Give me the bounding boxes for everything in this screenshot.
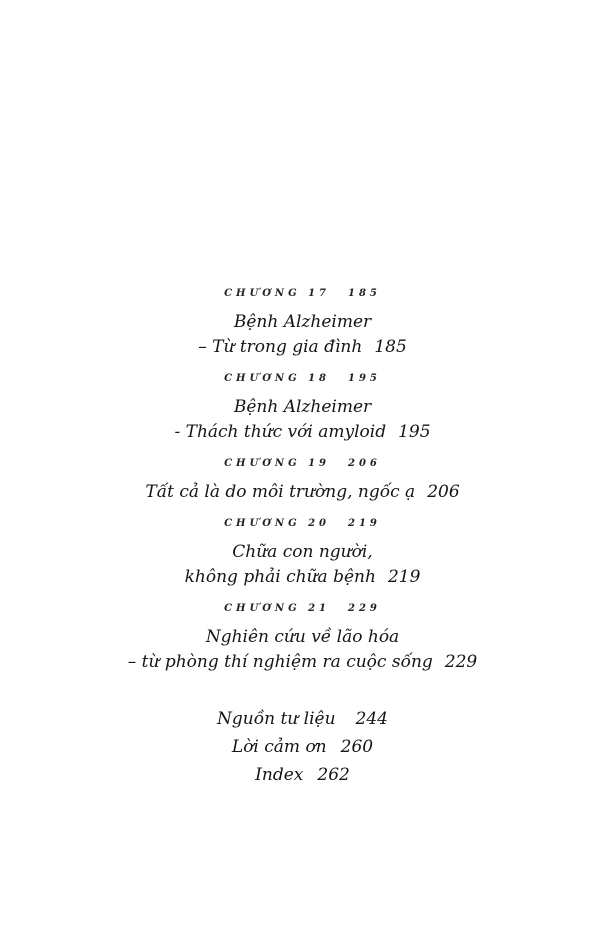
toc-backmatter — [0, 705, 605, 789]
backmatter-title: Nguồn tư liệu — [217, 709, 336, 729]
toc-chapter-20 — [0, 517, 605, 590]
chapter-label-page: 229 — [348, 603, 381, 614]
backmatter-item-sources — [0, 705, 605, 733]
table-of-contents — [0, 287, 605, 789]
chapter-page-number: 206 — [427, 482, 460, 502]
chapter-title-line: Bệnh Alzheimer — [233, 312, 372, 332]
toc-chapter-18 — [0, 372, 605, 445]
chapter-title — [0, 540, 605, 590]
chapter-label — [0, 602, 605, 616]
chapter-title — [0, 480, 605, 505]
chapter-label-page: 206 — [348, 458, 381, 469]
chapter-title-line: Nghiên cứu về lão hóa — [205, 627, 400, 647]
chapter-label — [0, 372, 605, 386]
chapter-title-line — [0, 420, 605, 445]
chapter-page-number: 219 — [387, 567, 421, 587]
chapter-page-number: 185 — [374, 337, 407, 357]
chapter-label — [0, 287, 605, 301]
chapter-title — [0, 625, 605, 675]
chapter-number: CHƯƠNG 21 — [224, 603, 331, 614]
chapter-title-text: không phải chữa bệnh — [184, 567, 376, 587]
chapter-label-page: 185 — [348, 288, 381, 299]
backmatter-page-number: 244 — [355, 709, 388, 729]
toc-chapter-19 — [0, 457, 605, 505]
chapter-label — [0, 517, 605, 531]
backmatter-item-acknowledgements — [0, 733, 605, 761]
chapter-page-number: 229 — [444, 652, 478, 672]
chapter-title — [0, 310, 605, 360]
backmatter-title: Index — [255, 765, 304, 785]
chapter-number: CHƯƠNG 19 — [224, 458, 331, 469]
chapter-number: CHƯƠNG 18 — [224, 373, 331, 384]
chapter-title-line: Bệnh Alzheimer — [233, 397, 372, 417]
chapter-title-line: Chữa con người, — [232, 542, 373, 562]
chapter-title-line — [0, 335, 605, 360]
toc-chapter-21 — [0, 602, 605, 675]
chapter-title-line — [0, 480, 605, 505]
chapter-label-page: 195 — [348, 373, 381, 384]
chapter-title-text: Tất cả là do môi trường, ngốc ạ — [145, 482, 416, 502]
chapter-title — [0, 395, 605, 445]
chapter-page-number: 195 — [398, 422, 431, 442]
chapter-number: CHƯƠNG 20 — [224, 518, 331, 529]
backmatter-title: Lời cảm ơn — [231, 737, 327, 757]
chapter-number: CHƯƠNG 17 — [224, 288, 331, 299]
toc-chapter-17 — [0, 287, 605, 360]
chapter-label — [0, 457, 605, 471]
chapter-title-line — [0, 565, 605, 590]
chapter-title-text: – Từ trong gia đình — [198, 337, 363, 357]
backmatter-item-index — [0, 761, 605, 789]
chapter-title-text: - Thách thức với amyloid — [174, 422, 387, 442]
chapter-label-page: 219 — [348, 518, 381, 529]
chapter-title-text: – từ phòng thí nghiệm ra cuộc sống — [127, 652, 433, 672]
backmatter-page-number: 260 — [340, 737, 374, 757]
chapter-title-line — [0, 650, 605, 675]
backmatter-page-number: 262 — [317, 765, 350, 785]
